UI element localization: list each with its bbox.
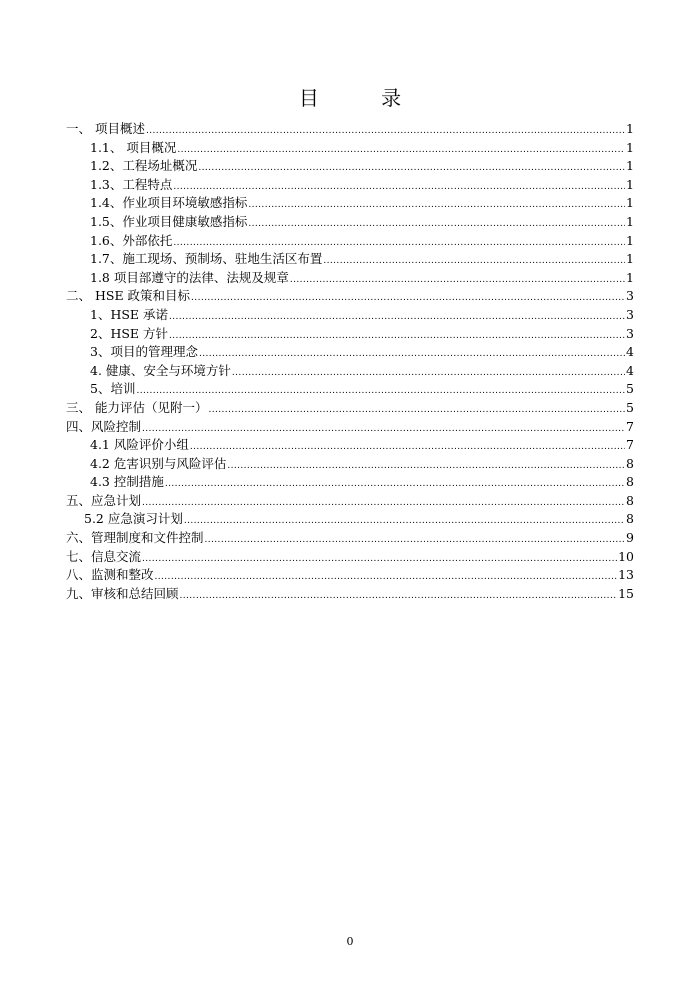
toc-entry[interactable]: [66, 492, 634, 511]
toc-entry[interactable]: [66, 399, 634, 418]
toc-leader-dots: [169, 308, 625, 325]
toc-leader-dots: [190, 438, 625, 455]
toc-entry-page: 10: [618, 548, 634, 564]
toc-entry-label: 1.5、作业项目健康敏感指标: [90, 213, 248, 229]
toc-leader-dots: [173, 178, 625, 195]
toc-entry-label: 1.6、外部依托: [90, 232, 173, 248]
toc-entry[interactable]: [66, 380, 634, 399]
toc-entry-label: 1.3、工程特点: [90, 176, 173, 192]
toc-leader-dots: [136, 382, 625, 399]
toc-leader-dots: [142, 420, 625, 437]
toc-entry-page: 15: [618, 585, 634, 601]
toc-entry-page: 4: [626, 344, 634, 360]
toc-leader-dots: [177, 141, 625, 158]
page-number: 0: [346, 935, 354, 948]
toc-entry-label: 4.1 风险评价小组: [90, 437, 189, 453]
toc-leader-dots: [142, 494, 625, 511]
toc-entry-page: 5: [626, 381, 634, 397]
toc-entry-page: 1: [626, 176, 634, 192]
toc-entry-page: 7: [626, 437, 634, 453]
toc-entry[interactable]: [66, 269, 634, 288]
toc-entry[interactable]: [66, 232, 634, 251]
toc-entry-page: 1: [626, 121, 634, 136]
toc-entry-page: 1: [626, 251, 634, 267]
table-of-contents: [66, 120, 634, 603]
toc-leader-dots: [180, 587, 618, 604]
toc-entry[interactable]: [66, 566, 634, 585]
toc-entry[interactable]: [66, 287, 634, 306]
toc-entry-page: 9: [626, 530, 634, 546]
toc-entry-page: 5: [626, 399, 634, 415]
toc-entry[interactable]: [66, 325, 634, 344]
toc-entry-page: 1: [626, 158, 634, 174]
toc-entry-label: 5.2 应急演习计划: [84, 511, 183, 527]
toc-leader-dots: [199, 345, 625, 362]
toc-leader-dots: [173, 234, 625, 251]
toc-entry-label: 一、 项目概述: [66, 121, 145, 136]
toc-entry-page: 8: [626, 511, 634, 527]
toc-entry[interactable]: [66, 250, 634, 269]
toc-entry[interactable]: [66, 194, 634, 213]
toc-leader-dots: [155, 568, 618, 585]
toc-entry-label: 1.1、 项目概况: [90, 139, 177, 155]
toc-entry[interactable]: [66, 176, 634, 195]
toc-entry[interactable]: [66, 585, 634, 604]
toc-entry-page: 1: [626, 269, 634, 285]
toc-entry-label: 1.8 项目部遵守的法律、法规及规章: [90, 269, 289, 285]
toc-leader-dots: [323, 252, 625, 269]
toc-leader-dots: [169, 327, 625, 344]
toc-leader-dots: [248, 196, 625, 213]
toc-entry-label: 四、风险控制: [66, 418, 142, 434]
toc-entry-page: 8: [626, 474, 634, 490]
toc-entry-label: 八、监测和整改: [66, 567, 154, 583]
toc-entry[interactable]: [66, 157, 634, 176]
toc-entry[interactable]: [66, 213, 634, 232]
toc-leader-dots: [184, 512, 625, 529]
toc-entry-label: 三、 能力评估（见附一）: [66, 399, 208, 415]
toc-entry-label: 5、培训: [90, 381, 136, 397]
toc-entry[interactable]: [66, 510, 634, 529]
toc-leader-dots: [290, 271, 625, 288]
toc-entry-page: 1: [626, 213, 634, 229]
toc-entry[interactable]: [66, 455, 634, 474]
toc-entry-page: 1: [626, 139, 634, 155]
toc-entry-page: 7: [626, 418, 634, 434]
toc-entry[interactable]: [66, 529, 634, 548]
toc-entry-label: 六、管理制度和文件控制: [66, 530, 204, 546]
toc-entry[interactable]: [66, 548, 634, 567]
toc-entry-page: 8: [626, 492, 634, 508]
toc-entry-page: 4: [626, 362, 634, 378]
toc-leader-dots: [142, 550, 617, 567]
toc-entry-label: 3、项目的管理理念: [90, 344, 198, 360]
toc-entry-label: 二、 HSE 政策和目标: [66, 288, 191, 304]
toc-leader-dots: [205, 531, 626, 548]
toc-entry-page: 8: [626, 455, 634, 471]
toc-entry-label: 4. 健康、安全与环境方针: [90, 362, 231, 378]
toc-entry-label: 1.2、工程场址概况: [90, 158, 198, 174]
toc-entry-page: 3: [626, 288, 634, 304]
toc-entry-page: 13: [618, 567, 634, 583]
toc-leader-dots: [208, 401, 625, 418]
toc-entry-label: 1.4、作业项目环境敏感指标: [90, 195, 248, 211]
toc-leader-dots: [232, 364, 625, 381]
toc-entry-page: 1: [626, 232, 634, 248]
toc-entry-page: 3: [626, 325, 634, 341]
toc-leader-dots: [198, 159, 625, 176]
toc-entry[interactable]: [66, 120, 634, 139]
page-title: 目 录: [298, 86, 430, 110]
toc-entry-label: 七、信息交流: [66, 548, 142, 564]
toc-entry-label: 4.3 控制措施: [90, 474, 164, 490]
toc-entry-label: 1.7、施工现场、预制场、驻地生活区布置: [90, 251, 323, 267]
toc-leader-dots: [165, 475, 625, 492]
toc-entry[interactable]: [66, 343, 634, 362]
toc-entry-label: 1、HSE 承诺: [90, 306, 169, 322]
toc-entry-page: 1: [626, 195, 634, 211]
toc-entry-label: 九、审核和总结回顾: [66, 585, 179, 601]
toc-entry-label: 五、应急计划: [66, 492, 142, 508]
toc-leader-dots: [146, 122, 625, 139]
toc-entry[interactable]: [66, 306, 634, 325]
toc-leader-dots: [248, 215, 625, 232]
toc-entry[interactable]: [66, 473, 634, 492]
toc-entry-label: 4.2 危害识别与风险评估: [90, 455, 227, 471]
toc-entry[interactable]: [66, 418, 634, 437]
toc-entry[interactable]: [66, 436, 634, 455]
toc-entry-page: 3: [626, 306, 634, 322]
toc-leader-dots: [191, 289, 625, 306]
toc-entry[interactable]: [66, 362, 634, 381]
toc-entry[interactable]: [66, 139, 634, 158]
toc-leader-dots: [227, 457, 625, 474]
toc-entry-label: 2、HSE 方针: [90, 325, 169, 341]
